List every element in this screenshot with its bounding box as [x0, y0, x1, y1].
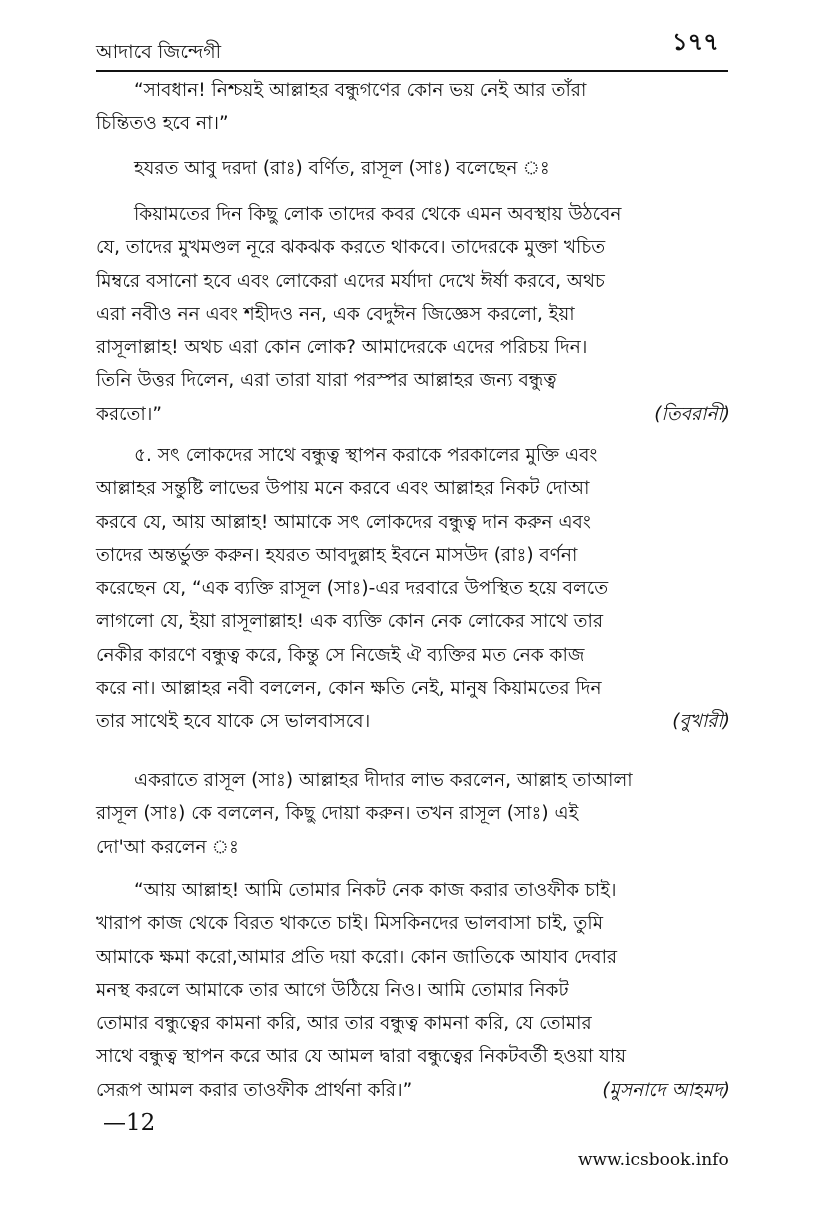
text-line: হযরত আবু দরদা (রাঃ) বর্ণিত, রাসূল (সাঃ) বলেছেন ঃ [134, 158, 550, 179]
text-line: রাসূল (সাঃ) কে বললেন, কিছু দোয়া করুন। তখন রাসূল (সাঃ) এই [96, 803, 579, 825]
text-line: এরা নবীও নন এবং শহীদও নন, এক বেদুঈন জিজ্ঞেস করলো, ইয়া [96, 303, 575, 325]
text-line: রাসূলাল্লাহ! অথচ এরা কোন লোক? আমাদেরকে এদের পরিচয় দিন। [96, 337, 588, 359]
text-line [96, 705, 730, 738]
text-line: খারাপ কাজ থেকে বিরত থাকতে চাই। মিসকিনদের ভালবাসা চাই, তুমি [96, 913, 603, 935]
text-line-segment: তার সাথেই হবে যাকে সে ভালবাসবে। [96, 711, 371, 733]
paragraph-dua [96, 874, 730, 1107]
text-line: করে না। আল্লাহর নবী বললেন, কোন ক্ষতি নেই, মানুষ কিয়ামতের দিন [96, 678, 602, 700]
text-line: আল্লাহর সন্তুষ্টি লাভের উপায় মনে করবে এবং আল্লাহর নিকট দোআ [96, 478, 590, 500]
paragraph-hadith [96, 198, 730, 431]
text-line-segment: করতো।” [96, 403, 162, 425]
text-line: চিন্তিতও হবে না।” [96, 113, 229, 135]
text-line: আমাকে ক্ষমা করো,আমার প্রতি দয়া করো। কোন জাতিকে আযাব দেবার [96, 946, 618, 968]
running-header-title: আদাবে জিন্দেগী [96, 41, 222, 63]
paragraph-narration-intro [96, 152, 730, 185]
text-line: “সাবধান! নিশ্চয়ই আল্লাহর বন্ধুগণের কোন ভয় নেই আর তাঁরা [134, 80, 587, 101]
text-line: “আয় আল্লাহ! আমি তোমার নিকট নেক কাজ করার তাওফীক চাই। [134, 880, 617, 901]
text-line: মিম্বরে বসানো হবে এবং লোকেরা এদের মর্যাদা দেখে ঈর্ষা করবে, অথচ [96, 270, 605, 292]
text-line: লাগলো যে, ইয়া রাসূলাল্লাহ! এক ব্যক্তি কোন নেক লোকের সাথে তার [96, 611, 604, 633]
citation-tibrani: (তিবরানী) [654, 403, 730, 425]
text-line [96, 398, 730, 431]
text-line: করেছেন যে, “এক ব্যক্তি রাসূল (সাঃ)-এর দরবারে উপস্থিত হয়ে বলতে [96, 578, 609, 600]
text-line: করবে যে, আয় আল্লাহ! আমাকে সৎ লোকদের বন্ধুত্ব দান করুন এবং [96, 511, 591, 533]
text-line: তোমার বন্ধুত্বের কামনা করি, আর তার বন্ধুত্ব কামনা করি, যে তোমার [96, 1013, 592, 1035]
header-rule [96, 70, 728, 72]
text-line [96, 1074, 730, 1107]
citation-musnad-ahmad: (মুসনাদে আহমদ) [602, 1079, 730, 1101]
text-line: দো'আ করলেন ঃ [96, 836, 239, 858]
text-line: তাদের অন্তর্ভুক্ত করুন। হযরত আবদুল্লাহ ইবনে মাসউদ (রাঃ) বর্ণনা [96, 544, 578, 566]
text-line: ৫. সৎ লোকদের সাথে বন্ধুত্ব স্থাপন করাকে পরকালের মুক্তি এবং [134, 445, 598, 466]
citation-bukhari: (বুখারী) [672, 711, 730, 733]
text-line: মনস্থ করলে আমাকে তার আগে উঠিয়ে নিও। আমি তোমার নিকট [96, 979, 569, 1001]
text-line: কিয়ামতের দিন কিছু লোক তাদের কবর থেকে এমন অবস্থায় উঠবেন [134, 204, 622, 225]
paragraph-point-5 [96, 439, 730, 739]
text-line-segment: সেরূপ আমল করার তাওফীক প্রার্থনা করি।” [96, 1079, 413, 1101]
text-line: তিনি উত্তর দিলেন, এরা তারা যারা পরস্পর আল্লাহর জন্য বন্ধুত্ব [96, 370, 557, 392]
page-number: ১৭৭ [672, 28, 719, 56]
text-line: একরাতে রাসূল (সাঃ) আল্লাহর দীদার লাভ করলেন, আল্লাহ তাআলা [134, 770, 633, 791]
text-line: সাথে বন্ধুত্ব স্থাপন করে আর যে আমল দ্বারা বন্ধুত্বের নিকটবর্তী হওয়া যায় [96, 1046, 627, 1068]
text-line: নেকীর কারণে বন্ধুত্ব করে, কিন্তু সে নিজেই ঐ ব্যক্তির মত নেক কাজ [96, 644, 585, 666]
paragraph-night [96, 764, 730, 864]
paragraph-quote [96, 74, 730, 141]
text-line: যে, তাদের মুখমণ্ডল নূরে ঝকঝক করতে থাকবে। তাদেরকে মুক্তা খচিত [96, 237, 606, 259]
signature-mark: —12 [103, 1110, 156, 1136]
source-url: www.icsbook.info [578, 1150, 729, 1170]
